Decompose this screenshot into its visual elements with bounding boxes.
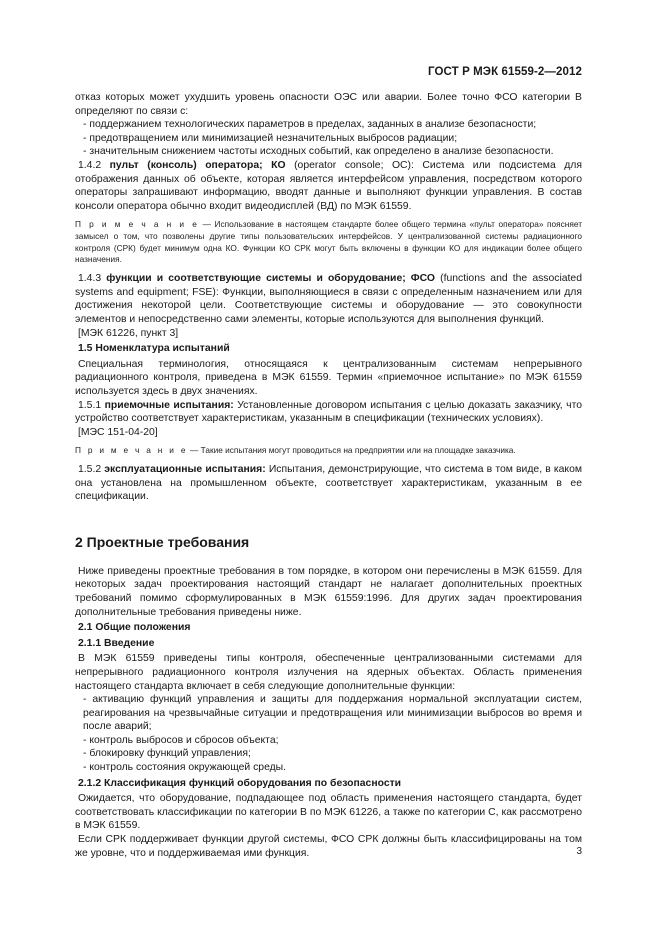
note-2 xyxy=(75,445,582,457)
intro-dash-item: - предотвращением или минимизацией незначительных выбросов радиации; xyxy=(83,132,458,144)
section-2-text: Ниже приведены проектные требования в том порядке, в котором они перечислены в МЭК 61559. Для некоторых задач проектирования настоящий стандарт не налагает дополнительных проектных требований помимо сформулированных в МЭК 61559:1996. Для других задач проектирования дополнительные требования приведены ниже. xyxy=(75,565,582,618)
term: пульт (консоль) оператора; КО xyxy=(109,159,286,171)
term: функции и соответствующие системы и оборудование; ФСО xyxy=(106,273,435,285)
definition-text: Испытания, демонстрирующие, что система в том виде, в каком она установлена на промышленном объекте, соответствует характеристикам, указанным в ее спецификации. xyxy=(75,463,582,503)
intro-paragraph: отказ которых может ухудшить уровень опасности ОЭС или аварии. Более точно ФСО категории В определяют по связи с: xyxy=(75,92,582,117)
page-content xyxy=(75,91,582,860)
note-label: П р и м е ч а н и е xyxy=(75,219,200,230)
definition-1-5-1 xyxy=(75,399,582,426)
reference: [МЭС 151-04-20] xyxy=(78,426,158,438)
definition-text: Установленные договором испытания с целью доказать заказчику, что устройство соответствует характеристикам, указанным в спецификации (технических условиях). xyxy=(75,399,582,425)
definition-1-4-2 xyxy=(75,159,582,213)
term: приемочные испытания: xyxy=(104,399,234,411)
section-2-1-2-heading: 2.1.2 Классификация функций оборудования по безопасности xyxy=(78,777,402,789)
note-1 xyxy=(75,219,582,266)
function-dash-item: - блокировку функций управления; xyxy=(83,748,251,760)
definition-1-5-2 xyxy=(75,463,582,504)
section-2-1-1-text: В МЭК 61559 приведены типы контроля, обеспеченные централизованными системами для непрерывного радиационного контроля излучения на ядерных объектах. Область применения настоящего стандарта включает в себя следующие дополнительные функции: xyxy=(75,653,582,692)
clause-number: 1.5.2 xyxy=(78,463,102,475)
intro-dash-item: - значительным снижением частоты исходных событий, как определено в анализе безопасности. xyxy=(83,146,554,158)
page-number: 3 xyxy=(576,846,582,857)
function-dash-item: - активацию функций управления и защиты для поддержания нормальной эксплуатации систем, реагирования на чрезвычайные ситуации и предотвращения или минимизации выбросов во время и после аварий; xyxy=(83,694,582,733)
section-2-1-heading: 2.1 Общие положения xyxy=(78,622,191,634)
term: эксплуатационные испытания: xyxy=(104,463,266,475)
section-2-heading: 2 Проектные требования xyxy=(75,533,250,550)
standard-header: ГОСТ Р МЭК 61559-2—2012 xyxy=(428,66,582,78)
section-2-1-1-heading: 2.1.1 Введение xyxy=(78,637,155,649)
function-dash-item: - контроль состояния окружающей среды. xyxy=(83,762,287,774)
clause-number: 1.5.1 xyxy=(78,399,102,411)
section-2-1-2-text: Ожидается, что оборудование, подпадающее под область применения настоящего стандарта, будет соответствовать классификации по категории В по МЭК 61226, а также по категории С, как рассмотрено в МЭК 61559. xyxy=(75,793,582,832)
section-1-5-text: Специальная терминология, относящаяся к централизованным системам непрерывного радиационного контроля, приведена в МЭК 61559. Термин «приемочное испытание» по МЭК 61559 используется здесь в двух значениях. xyxy=(75,358,582,397)
reference: [МЭК 61226, пункт 3] xyxy=(78,327,179,339)
clause-number: 1.4.3 xyxy=(78,273,102,285)
definition-text: (operator console; OC): Система или подсистема для отображения данных об объекте, которая является интерфейсом управления, посредством которого операторы запрашивают информацию, вводят данные и выполняют функции управления. В состав консоли оператора обычно входит видеодисплей (ВД) по МЭК 61559. xyxy=(75,159,582,212)
definition-1-4-3 xyxy=(75,272,582,326)
section-1-5-heading: 1.5 Номенклатура испытаний xyxy=(78,343,230,355)
note-text: — Использование в настоящем стандарте более общего термина «пульт оператора» поясняет замысел о том, что позволены другие типы пользовательских интерфейсов. У централизованной системы радиационного контроля (СРК) будет минимум одна КО. Функции КО СРК могут быть включены в функции КО для индикации более общего назначения. xyxy=(75,219,582,265)
function-dash-item: - контроль выбросов и сбросов объекта; xyxy=(83,734,279,746)
intro-dash-item: - поддержанием технологических параметров в пределах, заданных в анализе безопасности; xyxy=(83,119,537,131)
definition-text: (functions and the associated systems and equipment; FSE): Функции, выполняющиеся в связи с определенным назначением или для достижения некоторой цели. Соответствующие системы и оборудование — это совокупности элементов и непосредственно сами элементы, которые используются для выполнения функций. xyxy=(75,273,582,325)
clause-number: 1.4.2 xyxy=(78,159,102,171)
section-2-1-2-text: Если СРК поддерживает функции другой системы, ФСО СРК должны быть классифицированы на том же уровне, что и поддерживаемая ими функция. xyxy=(75,834,582,859)
note-label: П р и м е ч а н и е xyxy=(75,445,188,456)
note-text: — Такие испытания могут проводиться на предприятии или на площадке заказчика. xyxy=(187,445,516,456)
